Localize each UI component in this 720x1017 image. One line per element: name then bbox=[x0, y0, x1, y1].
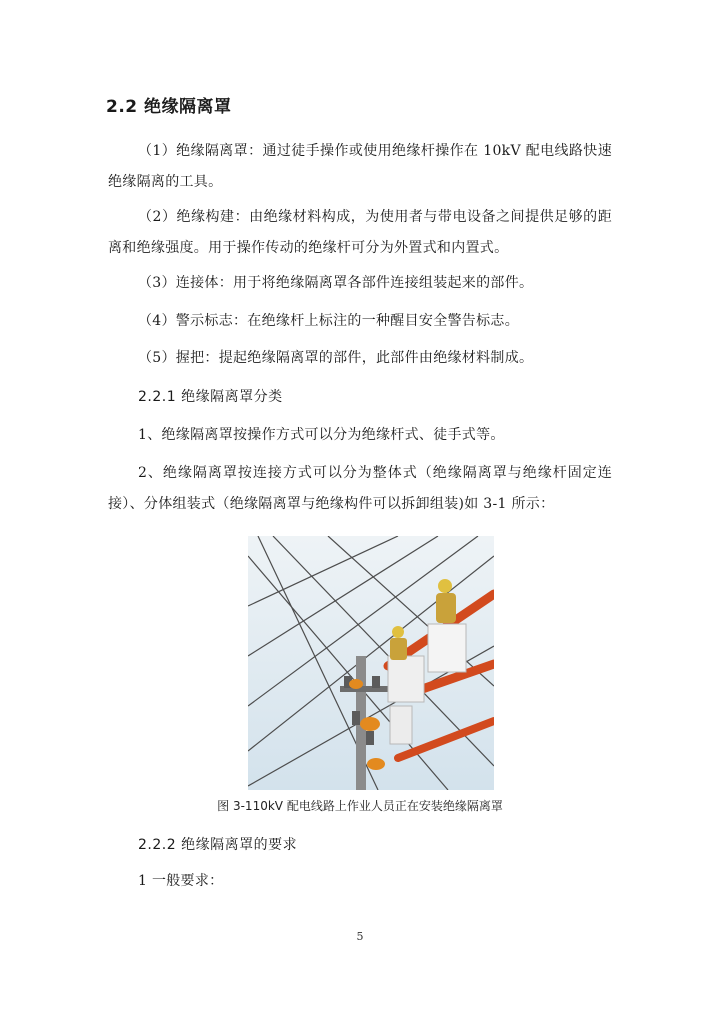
bucket-upper bbox=[428, 624, 466, 672]
requirements-item-1: 1 一般要求： bbox=[138, 873, 224, 889]
figure-photo bbox=[248, 536, 494, 790]
definition-insulating-cover: （1）绝缘隔离罩：通过徒手操作或使用绝缘杆操作在 10kV 配电线路快速绝缘隔离的工具。 bbox=[108, 143, 612, 190]
workers-installing-cover-illustration bbox=[248, 536, 494, 790]
subsection-heading-classification: 2.2.1 绝缘隔离罩分类 bbox=[138, 389, 283, 405]
subsection-heading-requirements: 2.2.2 绝缘隔离罩的要求 bbox=[138, 837, 298, 853]
bucket-middle bbox=[388, 656, 424, 702]
classification-item-2: 2、绝缘隔离罩按连接方式可以分为整体式（绝缘隔离罩与绝缘杆固定连接）、分体组装式（绝缘隔离罩与绝缘构件可以拆卸组装)如 3-1 所示： bbox=[108, 465, 612, 512]
page-number: 5 bbox=[356, 930, 364, 943]
definition-insulating-structure: （2）绝缘构建：由绝缘材料构成，为使用者与带电设备之间提供足够的距离和绝缘强度。用于操作传动的绝缘杆可分为外置式和内置式。 bbox=[108, 209, 612, 256]
definition-handle: （5）握把：提起绝缘隔离罩的部件，此部件由绝缘材料制成。 bbox=[138, 350, 534, 366]
bucket-lower bbox=[390, 706, 412, 744]
definition-connector: （3）连接体：用于将绝缘隔离罩各部件连接组装起来的部件。 bbox=[138, 275, 534, 291]
figure-caption: 图 3-110kV 配电线路上作业人员正在安装绝缘隔离罩 bbox=[217, 799, 503, 813]
section-heading: 2.2 绝缘隔离罩 bbox=[106, 97, 232, 117]
definition-warning-sign: （4）警示标志：在绝缘杆上标注的一种醒目安全警告标志。 bbox=[138, 313, 520, 329]
classification-item-1: 1、绝缘隔离罩按操作方式可以分为绝缘杆式、徒手式等。 bbox=[138, 427, 505, 443]
